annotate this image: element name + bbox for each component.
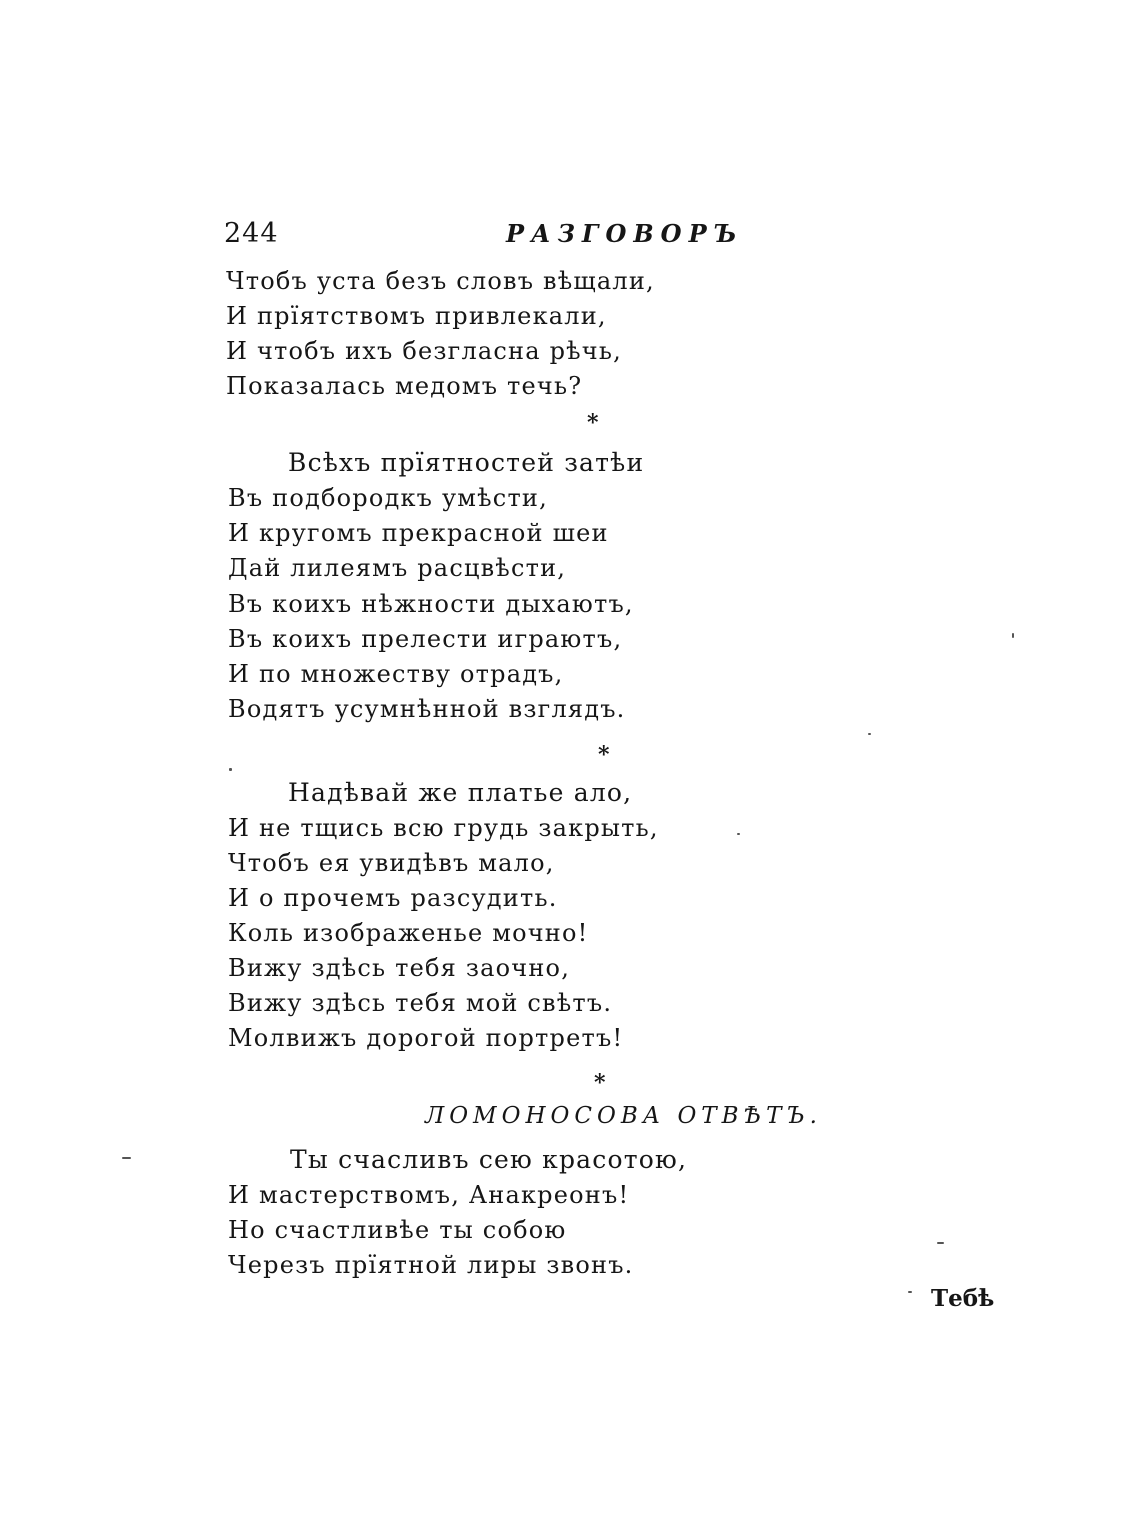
stanza2-line8: Водятъ усумнѣнной взглядъ. <box>228 695 626 723</box>
stanza3-line3: Чтобъ ея увидѣвъ мало, <box>228 849 555 877</box>
stanza2-line6: Въ коихъ прелести играютъ, <box>228 625 623 653</box>
stanza2-line2: Въ подбородкъ умѣсти, <box>228 484 548 512</box>
scan-speck <box>1012 633 1014 638</box>
stanza4-line1: Ты счасливъ сею красотою, <box>290 1145 688 1174</box>
scan-speck <box>737 833 740 835</box>
stanza2-line4: Дай лилеямъ расцвѣсти, <box>228 554 567 582</box>
stanza4-line3: Но счастливѣе ты собою <box>228 1216 567 1244</box>
asterisk-divider-3: * <box>594 1070 606 1096</box>
stanza4-line4: Черезъ прїятной лиры звонъ. <box>228 1251 634 1279</box>
stanza3-line8: Молвижъ дорогой портретъ! <box>228 1024 624 1052</box>
asterisk-divider-1: * <box>587 410 599 436</box>
stanza2-line5: Въ коихъ нѣжности дыхаютъ, <box>228 590 634 618</box>
stanza3-line7: Вижу здѣсь тебя мой свѣтъ. <box>228 989 613 1017</box>
stanza3-line5: Коль изображенье мочно! <box>228 919 589 947</box>
stanza3-line4: И о прочемъ разсудить. <box>228 884 558 912</box>
scan-speck <box>229 768 232 771</box>
stanza1-line1: Чтобъ уста безъ словъ вѣщали, <box>226 267 655 295</box>
stanza2-line3: И кругомъ прекрасной шеи <box>228 519 609 547</box>
stanza1-line4: Показалась медомъ течь? <box>226 372 583 400</box>
stanza3-line6: Вижу здѣсь тебя заочно, <box>228 954 571 982</box>
stanza2-line1: Всѣхъ прїятностей затѣи <box>288 448 645 477</box>
answer-heading: ЛОМОНОСОВА ОТВѢТЪ. <box>425 1103 822 1129</box>
stanza4-line2: И мастерствомъ, Анакреонъ! <box>228 1181 630 1209</box>
scan-speck <box>908 1291 912 1293</box>
running-title: РАЗГОВОРЪ <box>506 219 744 248</box>
stanza2-line7: И по множеству отрадъ, <box>228 660 564 688</box>
stanza1-line3: И чтобъ ихъ безгласна рѣчь, <box>226 337 622 365</box>
stanza3-line1: Надѣвай же платье ало, <box>288 778 633 807</box>
scan-speck <box>937 1242 944 1244</box>
asterisk-divider-2: * <box>598 742 610 768</box>
stanza1-line2: И прїятствомъ привлекали, <box>226 302 607 330</box>
stanza3-line2: И не тщись всю грудь закрыть, <box>228 814 659 842</box>
scan-speck <box>122 1157 131 1159</box>
scan-speck <box>868 733 871 735</box>
page-number: 244 <box>224 218 279 249</box>
catchword: Тебѣ <box>931 1285 995 1312</box>
